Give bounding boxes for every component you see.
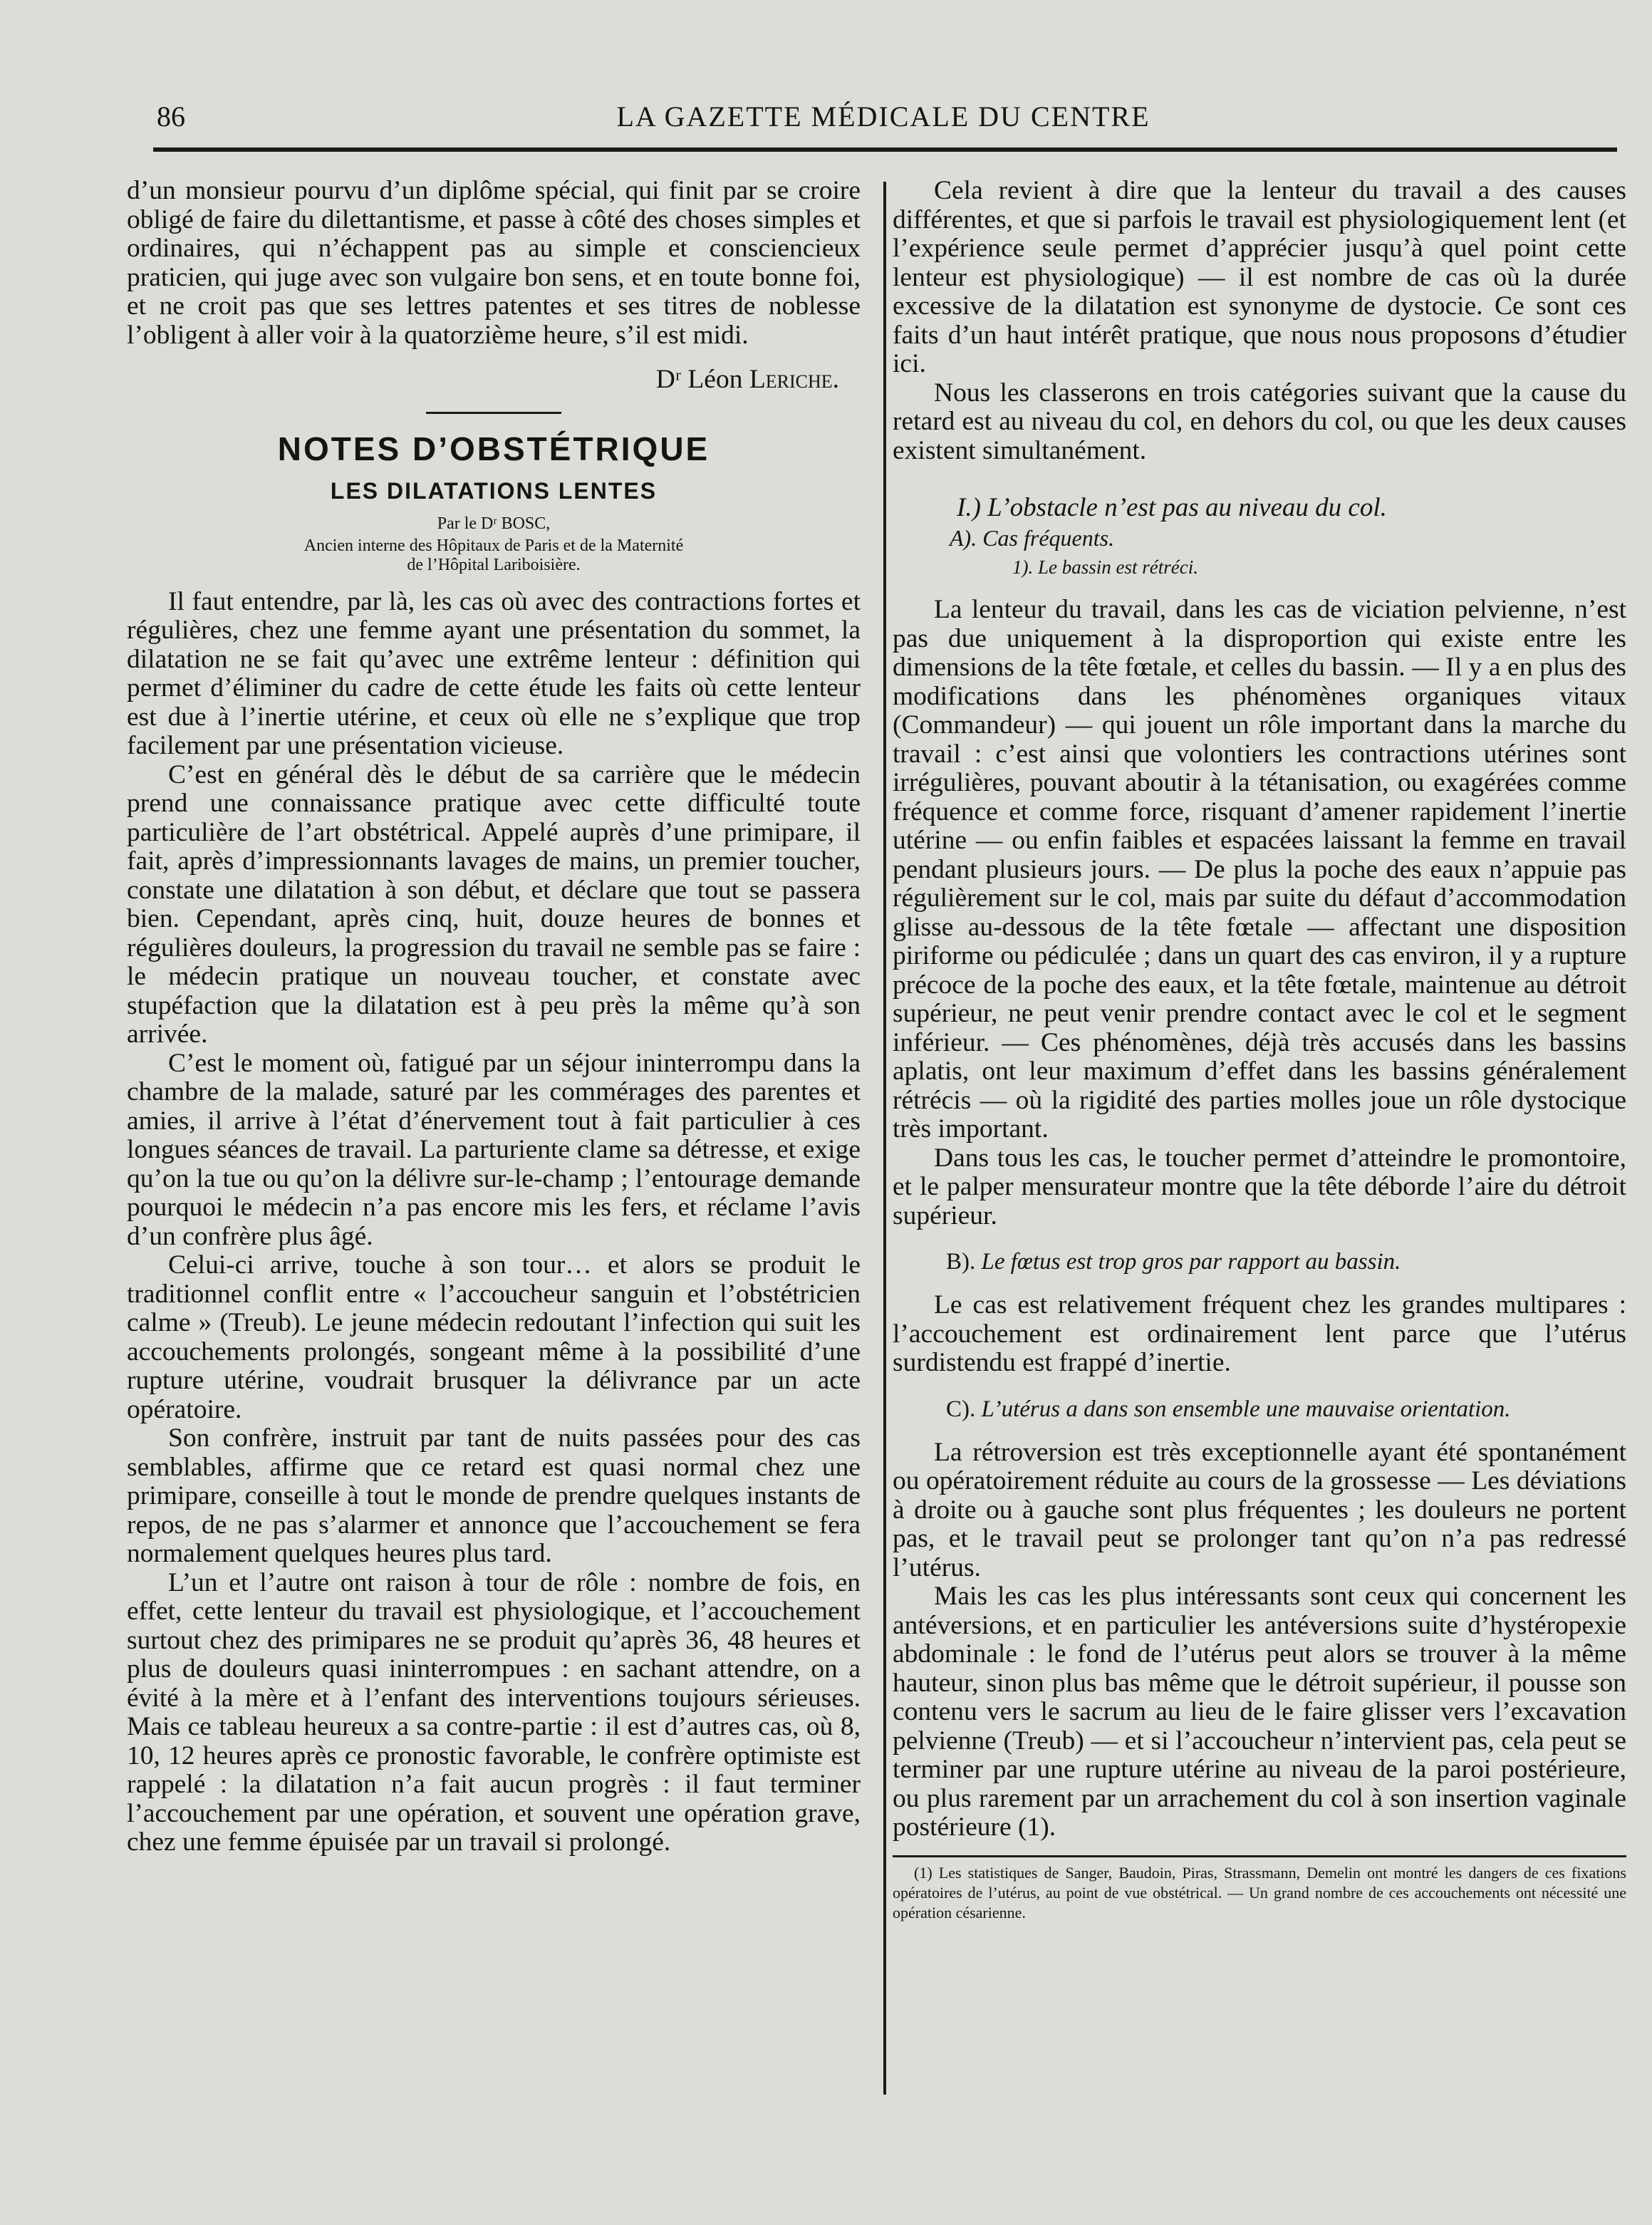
affiliation-line-1: Ancien interne des Hôpitaux de Paris et de la Maternité (303, 536, 684, 555)
signature-name: Leriche. (749, 365, 839, 394)
subsection-text: L’utérus a dans son ensemble une mauvaise orientation. (981, 1396, 1511, 1422)
paragraph: Nous les classerons en trois catégories suivant que la cause du retard est au niveau du col, en dehors du col, ou que les deux causes existent simultanément. (893, 378, 1626, 465)
article-subtitle: LES DILATATIONS LENTES (330, 477, 658, 504)
paragraph: L’un et l’autre ont raison à tour de rôle : nombre de fois, en effet, cette lenteur du travail est physiologique, et l’accouchement surtout chez des primipares ne se produit qu’après 36, 48 heures et plus de douleurs quasi ininterrompues : en sachant attendre, on a évité à la mère et à l’enfant des interventions toujours sérieuses. Mais ce tableau heureux a sa contre-partie : il est d’autres cas, où 8, 10, 12 heures après ce pronostic favorable, le confrère optimiste est rappelé : la dilatation n’a fait aucun progrès : il faut terminer l’accouchement par une opération, et souvent une opération grave, chez une femme épuisée par un travail si prolongé. (127, 1567, 861, 1857)
subsection-heading: A). Cas fréquents. (950, 525, 1115, 551)
paragraph: Il faut entendre, par là, les cas où avec des contractions fortes et régulières, chez une femme ayant une présentation du sommet, la dilatation ne se fait qu’avec une extrême lenteur : définition qui permet d’éliminer du cadre de cette étude les faits où cette lenteur est due à l’inertie utérine, et ceux où elle ne s’explique que trop facilement par une présentation vicieuse. (127, 586, 861, 760)
article-byline: Par le Dʳ BOSC, (437, 514, 551, 533)
column-divider (883, 182, 886, 2095)
right-column (893, 177, 1626, 1923)
paragraph: La lenteur du travail, dans les cas de viciation pelvienne, n’est pas due uniquement à la disproportion qui existe entre les dimensions de la tête fœtale, et celles du bassin. — Il y a en plus des modifications dans les phénomènes organiques vitaux (Commandeur) — qui jouent un rôle important dans la marche du travail : c’est ainsi que volontiers les contractions utérines sont irrégulières, pouvant aboutir à la tétanisation, ou exagérées comme fréquence et comme force, risquant d’amener rapidement l’inertie utérine — ou enfin faibles et espacées laissant la femme en travail pendant plusieurs jours. — De plus la poche des eaux n’appuie pas régulièrement sur le col, mais par suite du défaut d’accommodation glisse au-dessous de la tête fœtale — affectant une disposition piriforme ou pédiculée ; dans un quart des cas environ, il y a rupture précoce de la poche des eaux, et la tête fœtale, maintenue au détroit supérieur, ne peut venir prendre contact avec le col et le segment inférieur. — Ces phénomènes, déjà très accusés dans les bassins aplatis, ont leur maximum d’effet dans les bassins généralement rétrécis — où la rigidité des parties molles joue un rôle dystocique très important. (893, 595, 1626, 1143)
paragraph: Son confrère, instruit par tant de nuits passées pour des cas semblables, affirme que ce retard est quasi normal chez une primipare, conseille à tout le monde de prendre quelques instants de repos, de ne pas s’alarmer et annonce que l’accouchement se fera normalement quelques heures plus tard. (127, 1423, 861, 1568)
subsection-heading (946, 1249, 1626, 1275)
paragraph: Dans tous les cas, le toucher permet d’atteindre le promontoire, et le palper mensurateur montre que la tête déborde l’aire du détroit supérieur. (893, 1143, 1626, 1230)
subsubsection-heading: 1). Le bassin est rétréci. (1012, 556, 1198, 578)
signature-prefix: Dʳ Léon (655, 365, 743, 394)
journal-title: LA GAZETTE MÉDICALE DU CENTRE (616, 100, 1150, 133)
article-title: NOTES D’OBSTÉTRIQUE (277, 430, 710, 467)
author-signature (127, 365, 839, 395)
paragraph: Cela revient à dire que la lenteur du travail a des causes différentes, et que si parfois le travail est physiologiquement lent (et l’expérience seule permet d’apprécier jusqu’à quel point cette lenteur est physiologique) — il est nombre de cas où la durée excessive de la dilatation est synonyme de dystocie. Ce sont ces faits d’un haut intérêt pratique, que nous nous proposons d’étudier ici. (893, 176, 1626, 378)
footnote-rule (893, 1855, 1626, 1857)
section-separator (426, 412, 561, 414)
paragraph: C’est le moment où, fatigué par un séjour ininterrompu dans la chambre de la malade, saturé par les commérages des parentes et amies, il arrive à l’état d’énervement tout à fait particulier à ces longues séances de travail. La parturiente clame sa détresse, et exige qu’on la tue ou qu’on la délivre sur-le-champ ; l’entourage demande pourquoi le médecin n’a pas encore mis les fers, et réclame l’avis d’un confrère plus âgé. (127, 1048, 861, 1251)
paragraph: La rétroversion est très exceptionnelle ayant été spontanément ou opératoirement réduite au cours de la grossesse — Les déviations à droite ou à gauche sont plus fréquentes ; les douleurs ne portent pas, et le travail peut se prolonger tant qu’on n’a pas redressé l’utérus. (893, 1437, 1626, 1582)
header-rule (153, 147, 1617, 152)
paragraph: Mais les cas les plus intéressants sont ceux qui concernent les antéversions, et en particulier les antéversions suite d’hystéropexie abdominale : le fond de l’utérus peut alors se trouver à la même hauteur, sinon plus bas même que le détroit supérieur, il pousse son contenu vers le sacrum au lieu de le faire glisser vers l’excavation pelvienne (Treub) — et si l’accoucheur n’intervient pas, cela peut se terminer par une rupture utérine au niveau de la paroi postérieure, ou plus rarement par un arrachement du col à son insertion vaginale postérieure (1). (893, 1582, 1626, 1842)
section-heading: I.) L’obstacle n’est pas au niveau du col. (957, 493, 1387, 522)
paragraph: Le cas est relativement fréquent chez les grandes multipares : l’accouchement est ordinairement lent parce que l’utérus surdistendu est frappé d’inertie. (893, 1290, 1626, 1377)
footnote: (1) Les statistiques de Sanger, Baudoin, Piras, Strassmann, Demelin ont montré les dangers de ces fixations opératoires de l’utérus, au point de vue obstétrical. — Un grand nombre de ces accouchements ont nécessité une opération césarienne. (893, 1863, 1626, 1921)
subsection-label: C). (946, 1396, 976, 1422)
left-column (127, 177, 861, 1857)
subsection-text: Le fœtus est trop gros par rapport au bassin. (981, 1249, 1401, 1275)
author-affiliation (127, 536, 861, 575)
subsection-heading (946, 1396, 1626, 1423)
previous-article-ending: d’un monsieur pourvu d’un diplôme spécial, qui finit par se croire obligé de faire du dilettantisme, et passe à côté des choses simples et ordinaires, qui n’échappent pas au simple et consciencieux praticien, qui juge avec son vulgaire bon sens, et en toute bonne foi, et ne croit pas que ses lettres patentes et ses titres de noblesse l’obligent à aller voir à la quatorzième heure, s’il est midi. (127, 176, 861, 350)
paragraph: C’est en général dès le début de sa carrière que le médecin prend une connaissance pratique avec cette difficulté toute particulière de l’art obstétrical. Appelé auprès d’une primipare, il fait, après d’impressionnants lavages de mains, un premier toucher, constate une dilatation à son début, et déclare que tout se passera bien. Cependant, après cinq, huit, douze heures de bonnes et régulières douleurs, la progression du travail ne semble pas se faire : le médecin pratique un nouveau toucher, et constate avec stupéfaction que la dilatation est à peu près la même qu’à son arrivée. (127, 759, 861, 1049)
page-number: 86 (157, 100, 185, 133)
affiliation-line-2: de l’Hôpital Lariboisière. (407, 555, 581, 574)
page-header (157, 100, 1610, 142)
subsection-label: B). (946, 1249, 976, 1275)
paragraph: Celui-ci arrive, touche à son tour… et alors se produit le traditionnel conflit entre « l’accoucheur sanguin et l’obstétricien calme » (Treub). Le jeune médecin redoutant l’infection qui suit les accouchements prolongés, songeant même à la possibilité d’une rupture utérine, voudrait brusquer la délivrance par un acte opératoire. (127, 1250, 861, 1424)
